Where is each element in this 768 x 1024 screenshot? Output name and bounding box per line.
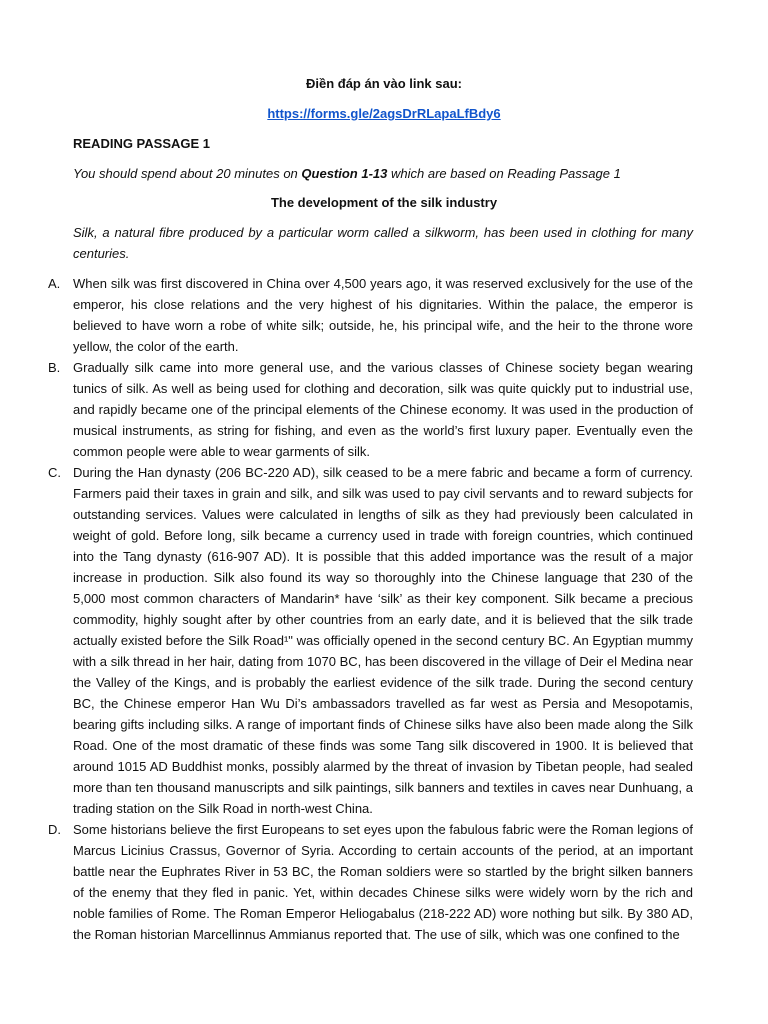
paragraph-text: Gradually silk came into more general use, and the various classes of Chinese society began wearing tunics of silk. As well as being used for clothing and decoration, silk was quite quickly put to industrial use, and rapidly became one of the principal elements of the Chinese economy. It was used in the production of musical instruments, as string for fishing, and even as the world’s first luxury paper. Eventually even the common people were able to wear garments of silk. <box>73 360 693 459</box>
answer-link-row <box>0 105 768 123</box>
paragraph-letter: D. <box>48 822 61 837</box>
paragraph-c <box>48 462 693 819</box>
paragraph-text: Some historians believe the first Europeans to set eyes upon the fabulous fabric were the Roman legions of Marcus Licinius Crassus, Governor of Syria. According to certain accounts of the period, at an important battle near the Euphrates River in 53 BC, the Roman soldiers were so startled by the bright silken banners of the enemy that they fled in panic. Yet, within decades Chinese silks were widely worn by the rich and noble families of Rome. The Roman Emperor Heliogabalus (218-222 AD) wore nothing but silk. By 380 AD, the Roman historian Marcellinnus Ammianus reported that. The use of silk, which was one confined to the <box>73 822 693 942</box>
paragraph-letter: C. <box>48 465 61 480</box>
answer-form-link[interactable]: https://forms.gle/2agsDrRLapaLfBdy6 <box>267 106 501 121</box>
section-title: READING PASSAGE 1 <box>73 136 211 151</box>
instruction-prefix: You should spend about 20 minutes on <box>73 166 302 181</box>
instruction-suffix: which are based on Reading Passage 1 <box>387 166 621 181</box>
paragraph-text: When silk was first discovered in China over 4,500 years ago, it was reserved exclusively for the use of the emperor, his close relations and the very highest of his dignitaries. Within the palace, the emperor is believed to have worn a robe of white silk; outside, he, his principal wife, and the heir to the throne wore yellow, the color of the earth. <box>73 276 693 354</box>
answer-instruction: Điền đáp án vào link sau: <box>305 76 463 91</box>
instruction-line <box>73 165 693 183</box>
passage-intro: Silk, a natural fibre produced by a particular worm called a silkworm, has been used in clothing for many centuries. <box>73 225 693 261</box>
passage-title: The development of the silk industry <box>270 195 498 210</box>
paragraph-d <box>48 819 693 945</box>
paragraph-text: During the Han dynasty (206 BC-220 AD), silk ceased to be a mere fabric and became a form of currency. Farmers paid their taxes in grain and silk, and silk was used to pay civil servants and to reward subjects for outstanding services. Values were calculated in lengths of silk as they had previously been calculated in weight of gold. Before long, silk became a currency used in trade with foreign countries, which continued into the Tang dynasty (616-907 AD). It is possible that this added importance was the result of a major increase in production. Silk also found its way so thoroughly into the Chinese language that 230 of the 5,000 most common characters of Mandarin* have ‘silk’ as their key component. Silk became a precious commodity, highly sought after by other countries from an early date, and it is believed that the silk trade actually existed before the Silk Road¹" was officially opened in the second century BC. An Egyptian mummy with a silk thread in her hair, dating from 1070 BC, has been discovered in the village of Deir el Medina near the Valley of the Kings, and is probably the earliest evidence of the silk trade. During the second century BC, the Chinese emperor Han Wu Di’s ambassadors travelled as far west as Persia and Mesopotamis, bearing gifts including silks. A range of important finds of Chinese silks have also been made along the Silk Road. One of the most dramatic of these finds was some Tang silk discovered in 1900. It is believed that around 1015 AD Buddhist monks, possibly alarmed by the threat of invasion by Tibetan people, had sealed more than ten thousand manuscripts and silk paintings, silk banners and textiles in caves near Dunhuang, a trading station on the Silk Road in north-west China. <box>73 465 693 816</box>
paragraph-letter: B. <box>48 360 61 375</box>
paragraph-a <box>48 273 693 357</box>
instruction-emphasis: Question 1-13 <box>301 166 388 181</box>
paragraph-b <box>48 357 693 462</box>
paragraph-letter: A. <box>48 276 61 291</box>
